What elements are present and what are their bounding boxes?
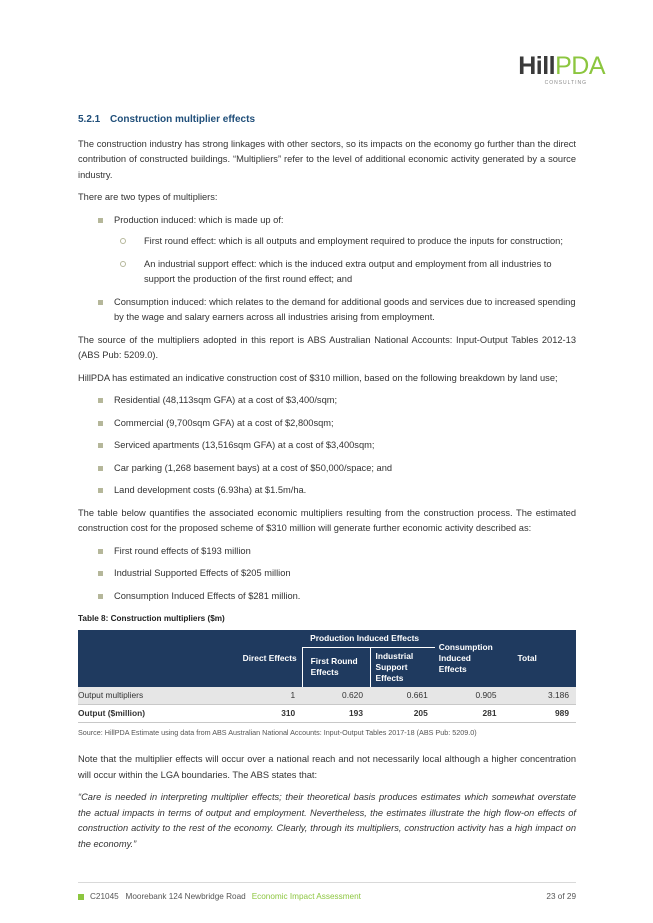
- list-item: First round effects of $193 million: [78, 544, 576, 560]
- footer-page-number: 23 of 29: [546, 892, 576, 901]
- footer: [78, 892, 576, 901]
- paragraph-source: The source of the multipliers adopted in this report is ABS Australian National Accounts: Input-Output Tables 2012-13 (ABS Pub: 5209.0).: [78, 334, 576, 360]
- paragraph-note: Note that the multiplier effects will occur over a national reach and not necessarily local although a higher concentration will occur within the LGA boundaries. The ABS states that:: [78, 754, 576, 780]
- list-item: Production induced: which is made up of: First round effect: which is all outputs and employment required to produce the inputs for construction; An industrial support effect: which is the induced extra output and employment from all industries to support the production of the first round effect; and: [78, 213, 576, 288]
- paragraph-intro: The construction industry has strong linkages with other sectors, so its impacts on the economy go further than the direct contribution of constructed buildings. “Multipliers” refer to the level of additional economic activity generated by a source industry.: [78, 138, 576, 180]
- table-header-production-group: Production Induced Effects: [302, 630, 435, 648]
- footer-document-title: Economic Impact Assessment: [251, 892, 361, 901]
- list-item: Residential (48,113sqm GFA) at a cost of $3,400/sqm;: [78, 393, 576, 409]
- list-item: Consumption Induced Effects of $281 million.: [78, 589, 576, 605]
- land-use-list: [78, 393, 576, 499]
- table-header-industrial: Industrial Support Effects: [370, 647, 435, 687]
- logo-text-hill: Hill: [518, 52, 556, 80]
- section-title: Construction multiplier effects: [110, 114, 256, 125]
- table-row: Output multipliers 1 0.620 0.661 0.905 3.186: [78, 687, 576, 705]
- table-header-total: Total: [503, 630, 576, 687]
- table-row: Output ($million) 310 193 205 281 989: [78, 704, 576, 722]
- multiplier-types-list: [78, 213, 576, 326]
- footer-square-icon: [78, 894, 84, 900]
- footer-divider: [78, 882, 576, 883]
- section-heading: [78, 112, 576, 128]
- table-header-direct: Direct Effects: [233, 630, 302, 687]
- multipliers-table: [78, 630, 576, 723]
- table-header-consumption: Consumption Induced Effects: [435, 630, 504, 687]
- abs-quote: “Care is needed in interpreting multiplier effects; their theoretical basis produces estimates which somewhat overstate the actual impacts in terms of output and employment. Nevertheless, the estimates illustrate the high flow-on effects of construction activity to the rest of the economy. Clearly, through its multipliers, construction activity has a high impact on the economy.”: [78, 792, 576, 849]
- table-caption: Table 8: Construction multipliers ($m): [78, 614, 225, 623]
- list-item: An industrial support effect: which is the induced extra output and employment from all industries to support the production of the first round effect; and: [114, 257, 576, 288]
- table-source-note: Source: HillPDA Estimate using data from ABS Australian National Accounts: Input-Output Tables 2017-18 (ABS Pub: 5209.0): [78, 727, 477, 737]
- footer-job-code: C21045: [90, 892, 119, 901]
- list-item: Consumption induced: which relates to the demand for additional goods and services due to increased spending by the wage and salary earners across all industries arising from employment.: [78, 295, 576, 326]
- list-item: Industrial Supported Effects of $205 million: [78, 566, 576, 582]
- paragraph-types: There are two types of multipliers:: [78, 192, 218, 202]
- list-item: Serviced apartments (13,516sqm GFA) at a cost of $3,400sqm;: [78, 438, 576, 454]
- table-header-first-round: First Round Effects: [302, 647, 370, 687]
- footer-project: Moorebank 124 Newbridge Road: [125, 892, 246, 901]
- list-item: First round effect: which is all outputs and employment required to produce the inputs for construction;: [114, 234, 576, 250]
- logo-text-pda: PDA: [555, 52, 605, 80]
- logo-subtitle: CONSULTING: [544, 80, 587, 86]
- table-header-blank: [78, 630, 233, 687]
- section-number: 5.2.1: [78, 114, 101, 125]
- list-item: Car parking (1,268 basement bays) at a cost of $50,000/space; and: [78, 461, 576, 477]
- production-sub-list: [114, 234, 576, 288]
- hillpda-logo: [518, 54, 605, 86]
- paragraph-cost: HillPDA has estimated an indicative construction cost of $310 million, based on the following breakdown by land use;: [78, 372, 558, 383]
- effects-list: [78, 544, 576, 605]
- paragraph-table-intro: The table below quantifies the associated economic multipliers resulting from the construction process. The estimated construction cost for the proposed scheme of $310 million will generate further economic activity described as:: [78, 507, 576, 533]
- list-item: Commercial (9,700sqm GFA) at a cost of $2,800sqm;: [78, 416, 576, 432]
- document-body: [78, 112, 576, 859]
- list-item: Land development costs (6.93ha) at $1.5m/ha.: [78, 483, 576, 499]
